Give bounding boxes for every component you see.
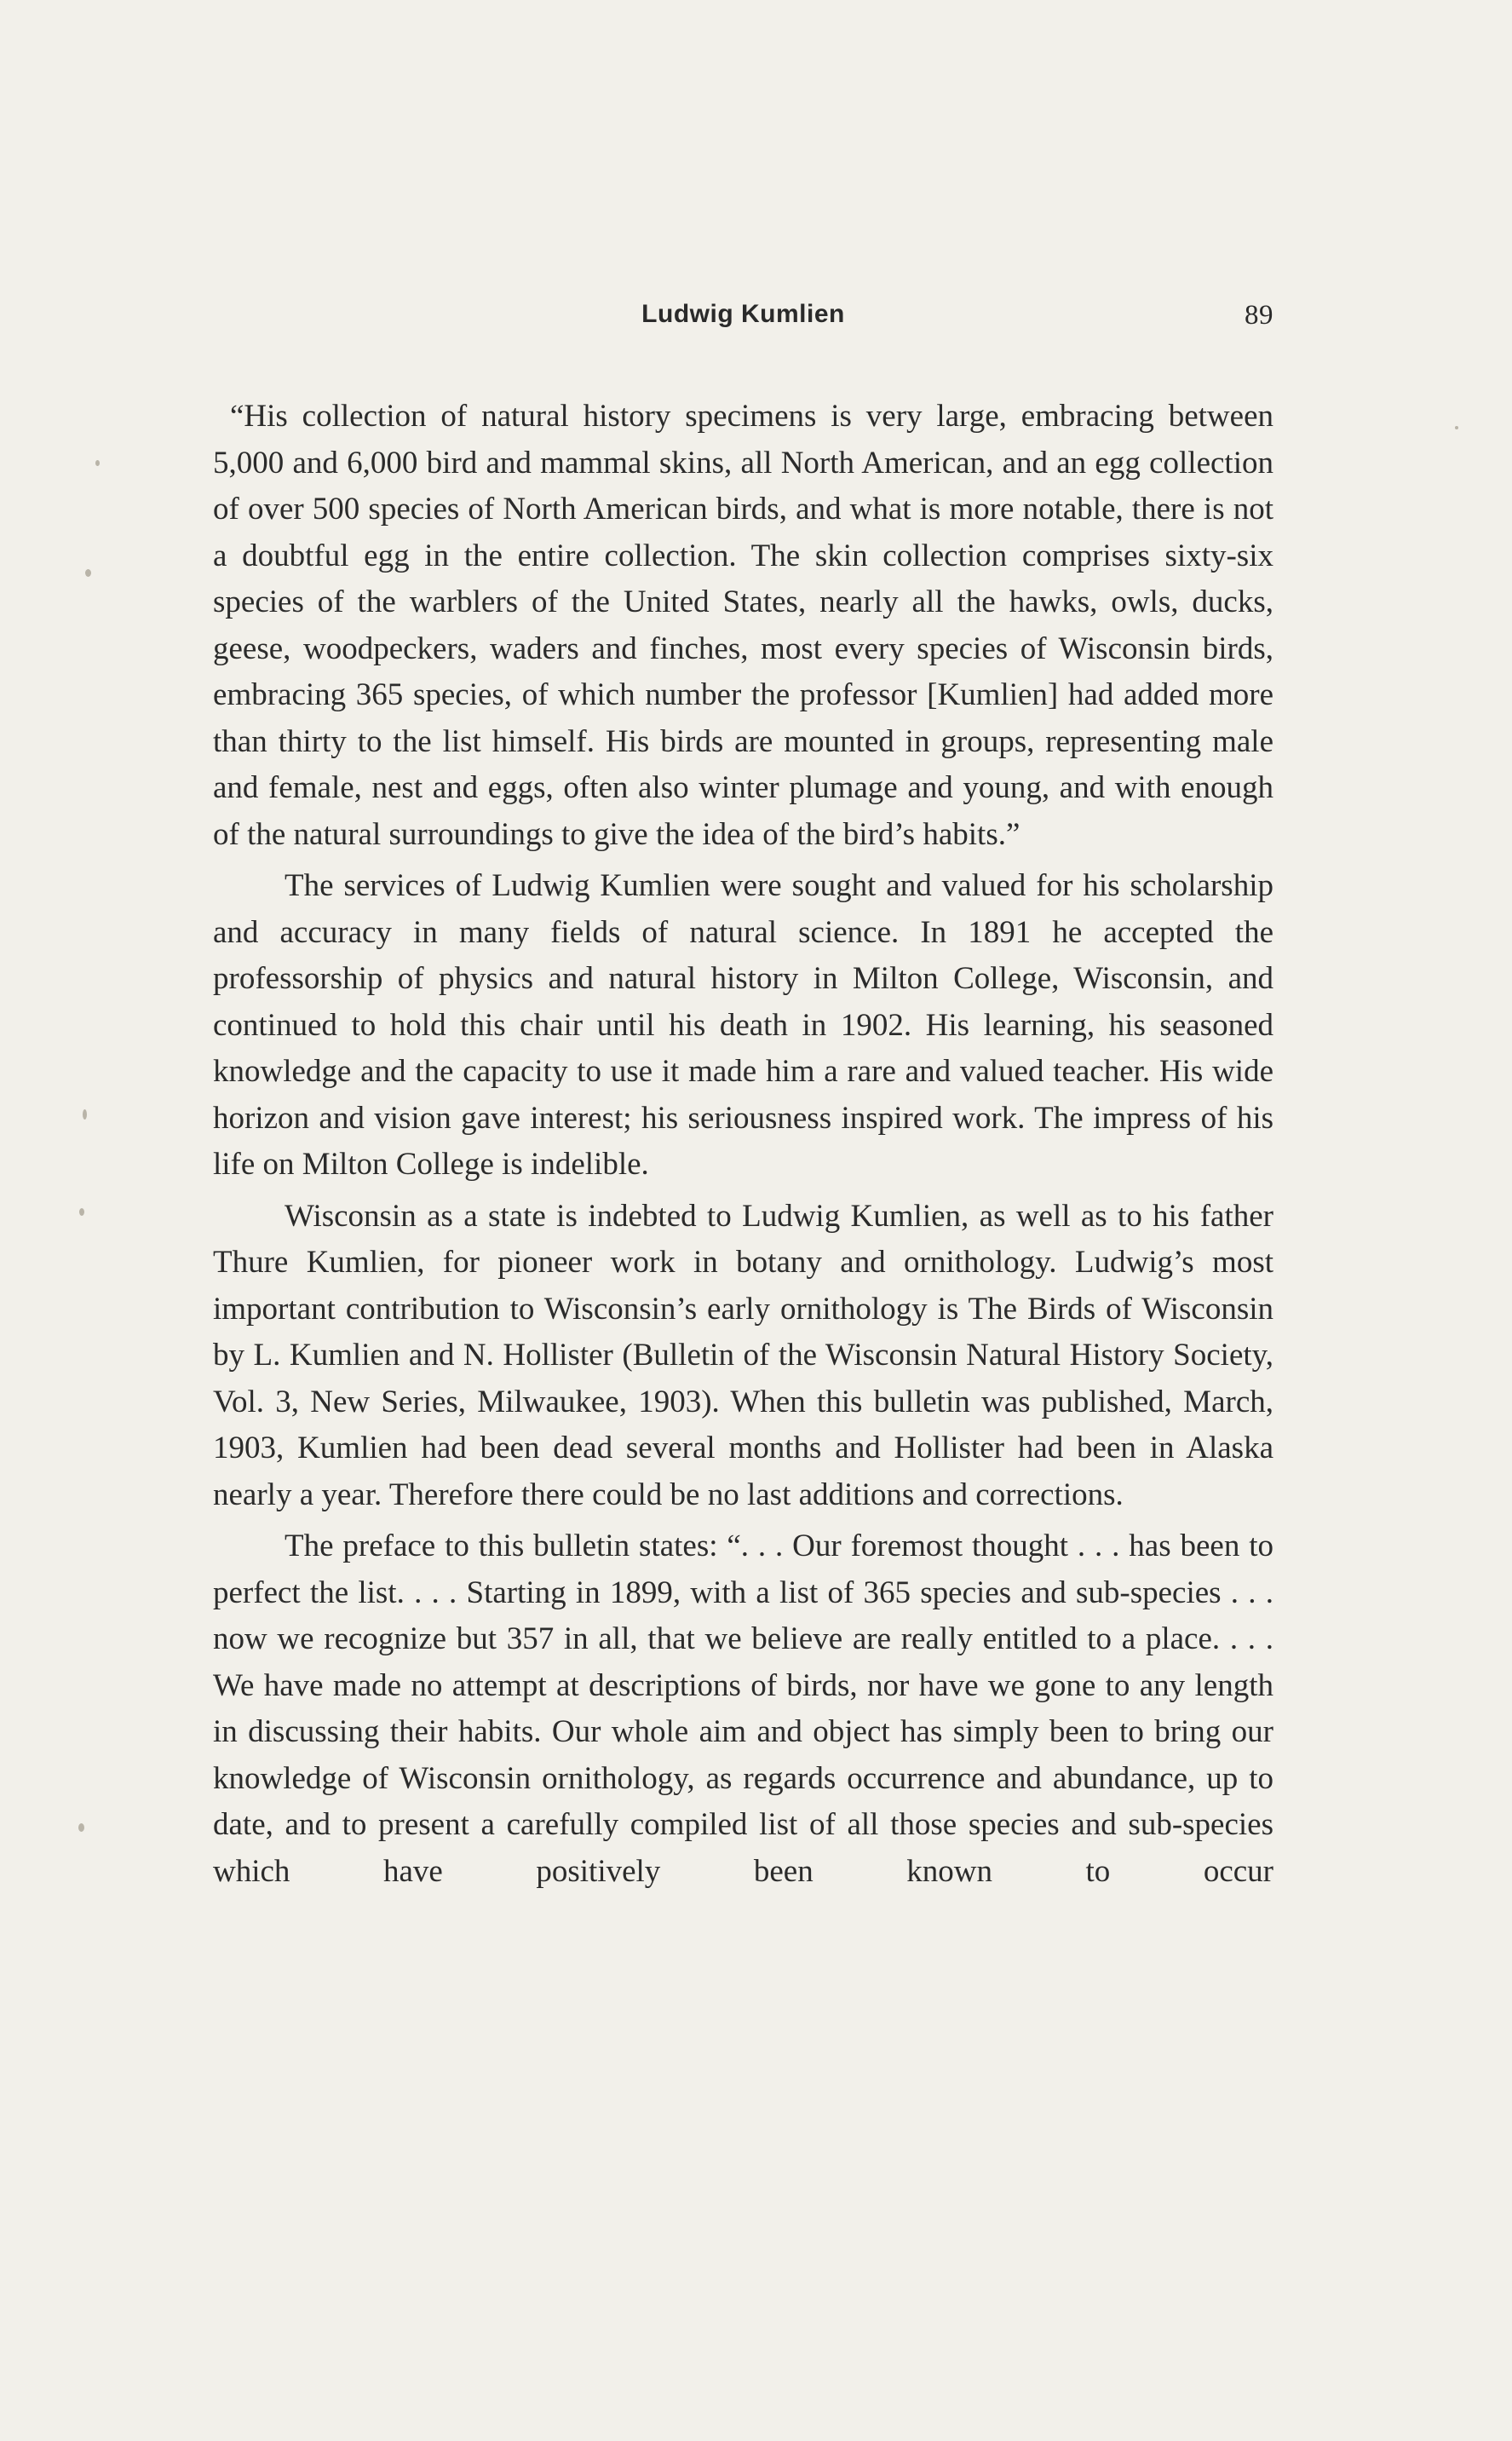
paragraph-4: The preface to this bulletin states: “. . . Our foremost thought . . . has been to perfect the list. . . . Starting in 1899, with a list of 365 species and sub-species . . . now we recognize but 357 in all, that we believe are really entitled to a place. . . . We have made no attempt at descriptions of birds, nor have we gone to any length in discussing their habits. Our whole aim and object has simply been to bring our knowledge of Wisconsin ornithology, as regards occurrence and abundance, up to date, and to present a carefully compiled list of all those species and sub-species which have positively been known to occur	[213, 1529, 1273, 1889]
paper-speck	[95, 460, 100, 466]
page-number: 89	[1245, 300, 1273, 331]
paper-speck	[1455, 426, 1458, 429]
body-text	[213, 394, 1273, 1900]
running-head	[213, 300, 1273, 343]
paper-speck	[83, 1109, 87, 1120]
running-title: Ludwig Kumlien	[641, 300, 845, 328]
paper-speck	[79, 1208, 84, 1216]
paper-speck	[78, 1823, 84, 1832]
paragraph-1: “His collection of natural history specimens is very large, embracing between 5,000 and 6,000 bird and mammal skins, all North American, and an egg collection of over 500 species of North American birds, and what is more notable, there is not a doubtful egg in the entire collection. The skin collection comprises sixty-six species of the warblers of the United States, nearly all the hawks, owls, ducks, geese, woodpeckers, waders and finches, most every species of Wisconsin birds, embracing 365 species, of which number the professor [Kumlien] had added more than thirty to the list himself. His birds are mounted in groups, representing male and female, nest and eggs, often also winter plumage and young, and with enough of the natural surroundings to give the idea of the bird’s habits.”	[213, 399, 1273, 852]
paper-speck	[85, 569, 91, 577]
paragraph-3: Wisconsin as a state is indebted to Ludwig Kumlien, as well as to his father Thure Kumlien, for pioneer work in botany and ornithology. Ludwig’s most important contribution to Wisconsin’s early ornithology is The Birds of Wisconsin by L. Kumlien and N. Hollister (Bulletin of the Wisconsin Natural History Society, Vol. 3, New Series, Milwaukee, 1903). When this bulletin was published, March, 1903, Kumlien had been dead several months and Hollister had been in Alaska nearly a year. Therefore there could be no last additions and corrections.	[213, 1198, 1273, 1512]
paragraph-2: The services of Ludwig Kumlien were sought and valued for his scholarship and accuracy in many fields of natural science. In 1891 he accepted the professorship of physics and natural history in Milton College, Wisconsin, and continued to hold this chair until his death in 1902. His learning, his seasoned knowledge and the capacity to use it made him a rare and valued teacher. His wide horizon and vision gave interest; his seriousness inspired work. The impress of his life on Milton College is indelible.	[213, 868, 1273, 1182]
